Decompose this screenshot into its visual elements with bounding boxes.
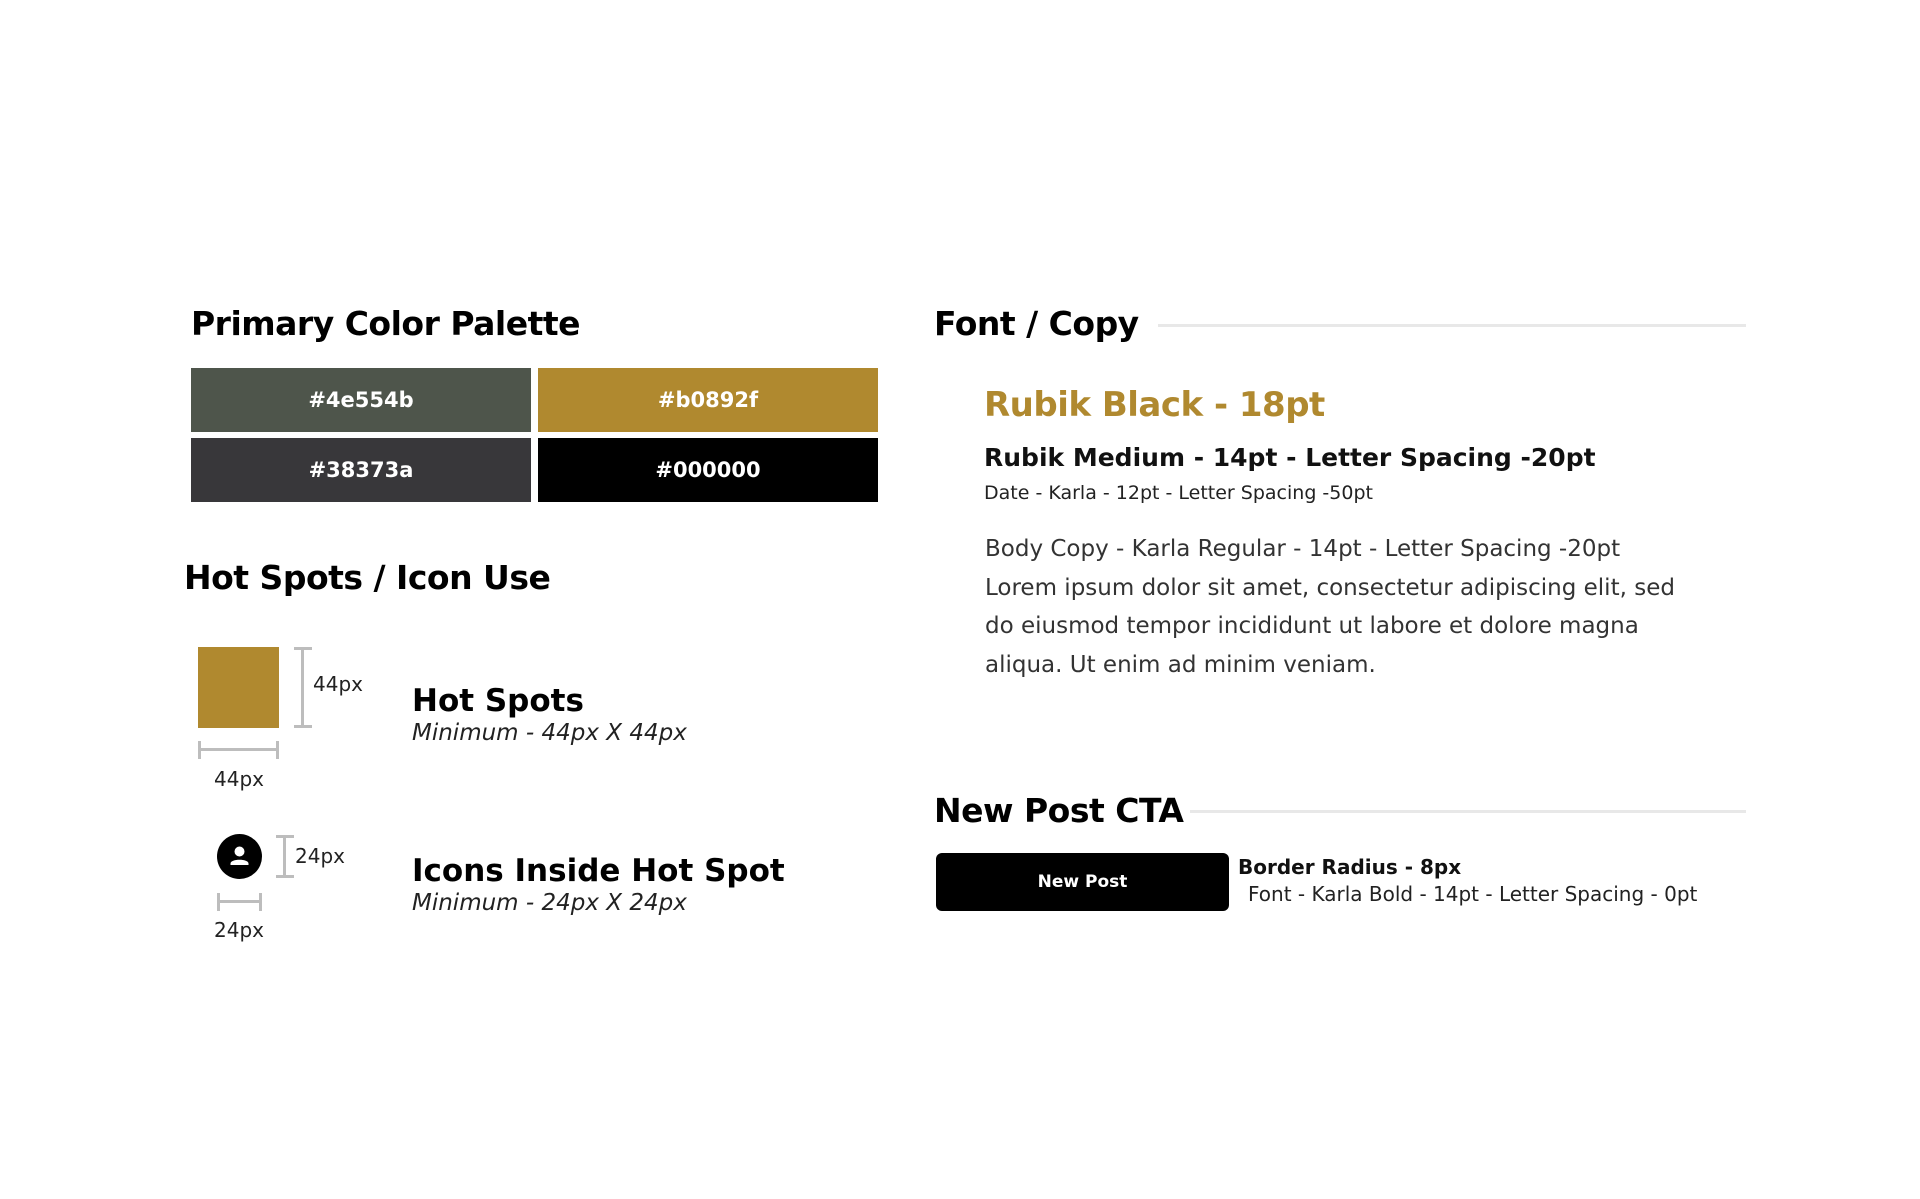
icon-width-label: 24px: [214, 918, 264, 942]
hotspots-title: Hot Spots / Icon Use: [184, 558, 551, 597]
icon-hot-spot-name: Icons Inside Hot Spot: [412, 853, 785, 889]
user-icon: [217, 834, 262, 879]
icon-hot-spot-minimum: Minimum - 24px X 24px: [412, 890, 687, 916]
hot-spot-width-label: 44px: [214, 767, 264, 791]
new-post-button[interactable]: New Post: [936, 853, 1229, 911]
body-copy-sample: [985, 530, 1705, 684]
cta-border-radius-spec: Border Radius - 8px: [1238, 855, 1462, 879]
palette-title: Primary Color Palette: [191, 304, 581, 343]
body-copy-line: Lorem ipsum dolor sit amet, consectetur adipiscing elit, sed: [985, 574, 1675, 601]
hot-spot-minimum: Minimum - 44px X 44px: [412, 720, 687, 746]
swatch-38373a: #38373a: [191, 438, 531, 502]
cta-rule: [1190, 810, 1746, 813]
body-copy-line: aliqua. Ut enim ad minim veniam.: [985, 651, 1376, 678]
hot-spot-height-label: 44px: [313, 672, 363, 696]
font-copy-title: Font / Copy: [934, 304, 1139, 343]
hot-spot-sample: [198, 647, 279, 728]
icon-height-label: 24px: [295, 844, 345, 868]
body-copy-line: Body Copy - Karla Regular - 14pt - Letter Spacing -20pt: [985, 536, 1621, 562]
swatch-000000: #000000: [538, 438, 878, 502]
icon-width-bracket: [217, 893, 262, 911]
icon-height-bracket: [276, 835, 294, 878]
swatch-b0892f: #b0892f: [538, 368, 878, 432]
hot-spot-name: Hot Spots: [412, 683, 584, 719]
rubik-medium-sample: Rubik Medium - 14pt - Letter Spacing -20pt: [984, 443, 1596, 472]
cta-title: New Post CTA: [934, 791, 1184, 830]
date-sample: Date - Karla - 12pt - Letter Spacing -50pt: [984, 482, 1373, 504]
width-bracket: [198, 741, 279, 759]
body-copy-line: do eiusmod tempor incididunt ut labore et dolore magna: [985, 613, 1639, 639]
cta-font-spec: Font - Karla Bold - 14pt - Letter Spacing - 0pt: [1248, 882, 1698, 906]
font-copy-rule: [1158, 324, 1746, 327]
swatch-4e554b: #4e554b: [191, 368, 531, 432]
rubik-black-sample: Rubik Black - 18pt: [984, 385, 1325, 425]
height-bracket: [294, 647, 312, 728]
